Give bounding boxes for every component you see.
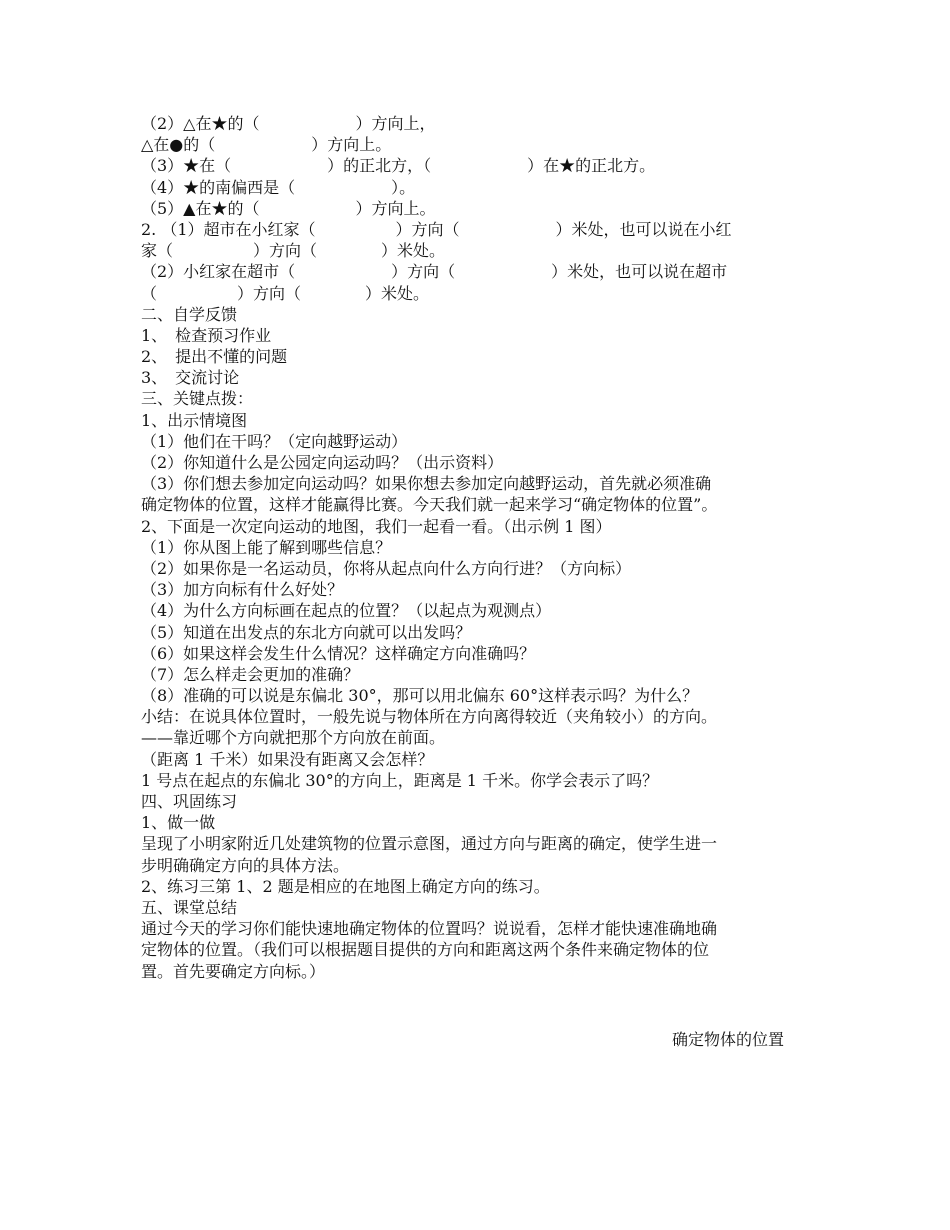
- footer-title: 确定物体的位置: [672, 1030, 785, 1049]
- document-body: [141, 113, 821, 982]
- text-line: 确定物体的位置，这样才能赢得比赛。今天我们就一起来学习“确定物体的位置”。: [141, 495, 718, 515]
- text-line: 家（ ）方向（ ）米处。: [141, 241, 446, 261]
- text-line: 呈现了小明家附近几处建筑物的位置示意图，通过方向与距离的确定，使学生进一: [141, 834, 718, 854]
- text-line: 小结：在说具体位置时，一般先说与物体所在方向离得较近（夹角较小）的方向。: [141, 707, 718, 727]
- text-line: （5）▲在★的（ ）方向上。: [141, 198, 436, 218]
- text-line: （4）为什么方向标画在起点的位置？（以起点为观测点）: [141, 601, 552, 621]
- text-line: 三、关键点拨：: [141, 389, 254, 409]
- text-line: 步明确确定方向的具体方法。: [141, 855, 350, 875]
- text-line: 3、 交流讨论: [141, 368, 240, 388]
- text-line: （ ）方向（ ）米处。: [141, 283, 430, 303]
- text-line: （4）★的南偏西是（ ）。: [141, 177, 416, 197]
- text-line: 2、下面是一次定向运动的地图，我们一起看一看。（出示例 1 图）: [141, 516, 612, 536]
- text-line: （3）★在（ ）的正北方，（ ）在★的正北方。: [141, 156, 656, 176]
- text-line: （1）他们在干吗？（定向越野运动）: [141, 431, 408, 451]
- text-line: （3）加方向标有什么好处？: [141, 580, 344, 600]
- text-line: 五、课堂总结: [141, 897, 238, 917]
- text-line: 1 号点在起点的东偏北 30°的方向上，距离是 1 千米。你学会表示了吗？: [141, 770, 659, 790]
- text-line: 1、 检查预习作业: [141, 325, 272, 345]
- text-line: 定物体的位置。（我们可以根据题目提供的方向和距离这两个条件来确定物体的位: [141, 940, 710, 960]
- text-line: （8）准确的可以说是东偏北 30°，那可以用北偏东 60°这样表示吗？为什么？: [141, 686, 699, 706]
- text-line: （5）知道在出发点的东北方向就可以出发吗？: [141, 622, 472, 642]
- text-line: （2）△在★的（ ）方向上，: [141, 114, 436, 133]
- text-line: （2）小红家在超市（ ）方向（ ）米处，也可以说在超市: [141, 262, 728, 282]
- text-line: 1、做一做: [141, 813, 216, 833]
- text-line: 2、 提出不懂的问题: [141, 347, 288, 367]
- text-line: ——靠近哪个方向就把那个方向放在前面。: [141, 728, 446, 748]
- text-line: 通过今天的学习你们能快速地确定物体的位置吗？说说看，怎样才能快速准确地确: [141, 919, 718, 939]
- text-line: （1）你从图上能了解到哪些信息？: [141, 537, 392, 557]
- text-line: （2）你知道什么是公园定向运动吗？（出示资料）: [141, 453, 504, 472]
- text-line: （6）如果这样会发生什么情况？这样确定方向准确吗？: [141, 643, 536, 663]
- text-line: △在●的（ ）方向上。: [141, 135, 392, 155]
- text-line: （2）如果你是一名运动员，你将从起点向什么方向行进？（方向标）: [141, 558, 632, 578]
- text-line: （3）你们想去参加定向运动吗？如果你想去参加定向越野运动，首先就必须准确: [141, 474, 712, 494]
- text-line: （7）怎么样走会更加的准确？: [141, 664, 360, 684]
- text-line: 四、巩固练习: [141, 792, 238, 811]
- text-line: （距离 1 千米）如果没有距离又会怎样？: [141, 749, 434, 769]
- text-line: 1、出示情境图: [141, 410, 248, 430]
- text-line: 2、练习三第 1、2 题是相应的在地图上确定方向的练习。: [141, 876, 550, 896]
- text-line: 置。首先要确定方向标。）: [141, 961, 326, 981]
- text-line: 二、自学反馈: [141, 304, 238, 324]
- text-line: 2. （1）超市在小红家（ ）方向（ ）米处，也可以说在小红: [141, 219, 732, 239]
